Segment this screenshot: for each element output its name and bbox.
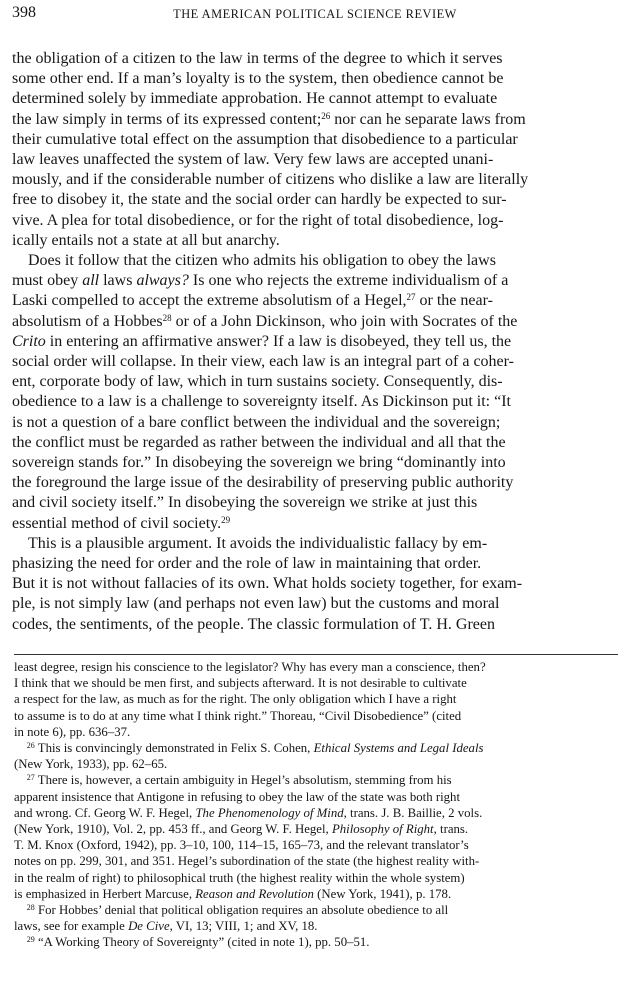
body-line: their cumulative total effect on the assumption that disobedience to a particular bbox=[12, 130, 518, 148]
italic-text: all bbox=[82, 272, 100, 290]
footnote-line: I think that we should be men first, and subjects afterward. It is not desirable to cultivate bbox=[14, 676, 467, 691]
footnote-line: least degree, resign his conscience to the legislator? Why has every man a conscience, then? bbox=[14, 660, 486, 674]
footnote-line: and wrong. Cf. Georg W. F. Hegel, The Phenomenology of Mind, trans. J. B. Baillie, 2 vols. bbox=[14, 805, 483, 820]
footnote-marker: 26 bbox=[26, 741, 35, 751]
footnote-marker: 29 bbox=[26, 935, 35, 945]
italic-text: Ethical Systems and Legal Ideals bbox=[313, 741, 484, 756]
footnote-line: $^{28}$ For Hobbes’ denial that political obligation requires an absolute obedience to all bbox=[26, 903, 449, 918]
body-line: determined solely by immediate approbation. He cannot attempt to evaluate bbox=[12, 90, 498, 108]
body-line: essential method of civil society.$^{29}$ bbox=[12, 514, 231, 532]
body-line: the foreground the large issue of the desirability of preserving public authority bbox=[12, 474, 514, 492]
footnote-marker: 27 bbox=[26, 773, 35, 783]
footnote-divider bbox=[14, 654, 618, 655]
italic-text: De Cive bbox=[128, 919, 170, 934]
footnote-line: in the realm of right) to philosophical truth (the highest reality within the whole system) bbox=[14, 870, 465, 885]
body-line: This is a plausible argument. It avoids the individualistic fallacy by em- bbox=[12, 534, 488, 552]
body-line: codes, the sentiments, of the people. The classic formulation of T. H. Green bbox=[12, 615, 495, 633]
footnote-line: notes on pp. 299, 301, and 351. Hegel’s subordination of the state (the highest reality with- bbox=[14, 854, 480, 869]
body-line: law leaves unaffected the system of law. Very few laws are accepted unani- bbox=[12, 151, 494, 169]
footnote-line: laws, see for example De Cive, VI, 13; VIII, 1; and XV, 18. bbox=[14, 919, 318, 934]
body-line: absolutism of a Hobbes$^{28}$ or of a John Dickinson, who join with Socrates of the bbox=[12, 312, 518, 330]
body-line: ple, is not simply law (and perhaps not even law) but the customs and moral bbox=[12, 595, 500, 613]
footnote-line: T. M. Knox (Oxford, 1942), pp. 3–10, 100, 114–15, 165–73, and the relevant translator’s bbox=[14, 838, 469, 853]
journal-title: THE AMERICAN POLITICAL SCIENCE REVIEW bbox=[173, 7, 457, 21]
page-number: 398 bbox=[12, 4, 36, 21]
footnote-marker: 28 bbox=[26, 903, 35, 913]
footnote-line: in note 6), pp. 636–37. bbox=[14, 724, 131, 739]
footnote-marker: 27 bbox=[406, 292, 416, 303]
body-line: vive. A plea for total disobedience, or for the right of total disobedience, log- bbox=[12, 211, 504, 229]
body-line: and civil society itself.” In disobeying the sovereign we strike at just this bbox=[12, 494, 478, 512]
body-line: But it is not without fallacies of its own. What holds society together, for exam- bbox=[12, 575, 523, 593]
footnote-marker: 26 bbox=[321, 110, 331, 121]
footnotes bbox=[14, 659, 618, 951]
body-line: Crito in entering an affirmative answer? If a law is disobeyed, they tell us, the bbox=[12, 332, 512, 350]
body-line: is not a question of a bare conflict between the individual and the sovereign; bbox=[12, 413, 501, 431]
body-line: ically entails not a state at all but anarchy. bbox=[12, 231, 280, 249]
italic-text: Crito bbox=[12, 332, 46, 350]
body-line: free to disobey it, the state and the social order can hardly be expected to sur- bbox=[12, 191, 507, 209]
body-line: phasizing the need for order and the role of law in maintaining that order. bbox=[12, 555, 482, 573]
footnote-line: to assume is to do at any time what I think right.” Thoreau, “Civil Disobedience” (cited bbox=[14, 708, 462, 723]
italic-text: The Phenomenology of Mind bbox=[195, 805, 344, 820]
italic-text: Philosophy of Right bbox=[331, 822, 434, 837]
footnote-marker: 28 bbox=[162, 312, 172, 323]
body-line: ent, corporate body of law, which in turn sustains society. Consequently, dis- bbox=[12, 373, 503, 391]
footnote-line: a respect for the law, as much as for the right. The only obligation which I have a right bbox=[14, 692, 457, 707]
body-line: the obligation of a citizen to the law in terms of the degree to which it serves bbox=[12, 50, 503, 67]
body-text bbox=[12, 49, 618, 635]
body-line: Laski compelled to accept the extreme absolutism of a Hegel,$^{27}$ or the near- bbox=[12, 292, 493, 310]
footnote-line: (New York, 1933), pp. 62–65. bbox=[14, 757, 168, 772]
footnote-line: is emphasized in Herbert Marcuse, Reason and Revolution (New York, 1941), p. 178. bbox=[14, 886, 452, 901]
footnote-line: $^{29}$ “A Working Theory of Sovereignty” (cited in note 1), pp. 50–51. bbox=[26, 935, 370, 950]
footnote-line: (New York, 1910), Vol. 2, pp. 453 ff., and Georg W. F. Hegel, Philosophy of Right, trans. bbox=[14, 822, 469, 837]
italic-text: Reason and Revolution bbox=[195, 886, 314, 901]
footnote-marker: 29 bbox=[221, 514, 231, 525]
running-header bbox=[0, 2, 630, 30]
body-line: the conflict must be regarded as rather between the individual and all that the bbox=[12, 433, 506, 451]
italic-text: always? bbox=[136, 272, 189, 290]
body-line: Does it follow that the citizen who admits his obligation to obey the laws bbox=[12, 252, 496, 270]
footnote-line: $^{26}$ This is convincingly demonstrated in Felix S. Cohen, Ethical Systems and Legal Ideals bbox=[26, 741, 484, 756]
body-line: social order will collapse. In their view, each law is an integral part of a coher- bbox=[12, 353, 514, 371]
body-line: must obey all laws always? Is one who rejects the extreme individualism of a bbox=[12, 272, 509, 290]
body-line: obedience to a law is a challenge to sovereignty itself. As Dickinson put it: “It bbox=[12, 393, 511, 411]
footnote-line: apparent insistence that Antigone in refusing to obey the law of the state was both right bbox=[14, 789, 461, 804]
body-line: mously, and if the considerable number of citizens who dislike a law are literally bbox=[12, 171, 529, 189]
body-line: the law simply in terms of its expressed content;$^{26}$ nor can he separate laws from bbox=[12, 110, 526, 128]
body-line: sovereign stands for.” In disobeying the sovereign we bring “dominantly into bbox=[12, 454, 506, 472]
footnote-line: $^{27}$ There is, however, a certain ambiguity in Hegel’s absolutism, stemming from his bbox=[26, 773, 452, 788]
body-line: some other end. If a man’s loyalty is to the system, then obedience cannot be bbox=[12, 70, 504, 88]
